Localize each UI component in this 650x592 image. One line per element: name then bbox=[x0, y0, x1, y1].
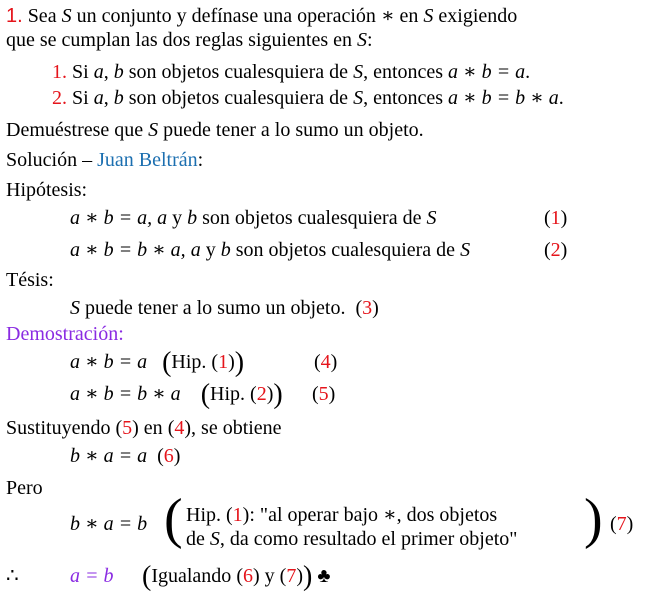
var-b: b bbox=[113, 87, 124, 109]
text: , entonces bbox=[363, 87, 444, 109]
text: . bbox=[558, 87, 564, 109]
text: son objetos cualesquiera de bbox=[202, 207, 422, 229]
text: y bbox=[172, 207, 183, 229]
step-5-ref: (5) bbox=[312, 383, 336, 405]
text: un conjunto y defínase una operación bbox=[76, 5, 376, 27]
set-symbol: S bbox=[426, 207, 437, 229]
star-symbol: ∗ bbox=[380, 5, 395, 27]
text: , entonces bbox=[363, 61, 444, 83]
ref-number: 1 bbox=[232, 504, 243, 526]
step-expr: a ∗ b = b ∗ a bbox=[70, 383, 181, 405]
rule-number: 1. bbox=[52, 61, 67, 83]
step-7-expr bbox=[70, 512, 147, 536]
solution-label: Solución – bbox=[6, 149, 98, 171]
text: Igualando bbox=[151, 565, 232, 587]
thesis-line: S puede tener a lo sumo un objeto. (3) bbox=[70, 297, 379, 319]
text: : "al operar bajo ∗, dos objetos bbox=[249, 504, 498, 526]
text: , da como resultado el primer objeto" bbox=[219, 528, 518, 550]
problem-number: 1. bbox=[6, 5, 23, 27]
ref-number: 3 bbox=[362, 297, 373, 319]
hyp-expr: a ∗ b = a, bbox=[70, 207, 153, 229]
conclusion-justification: (Igualando (6) y (7)) ♣ bbox=[142, 561, 331, 592]
text: Hip. bbox=[210, 383, 246, 405]
step-expr: a ∗ b = a bbox=[70, 351, 148, 373]
text: , bbox=[103, 61, 109, 83]
text: Si bbox=[72, 87, 89, 109]
set-symbol: S bbox=[423, 5, 434, 27]
rule-2 bbox=[52, 86, 564, 110]
justification-text bbox=[186, 503, 517, 551]
text: : bbox=[367, 29, 373, 51]
ref-number: 2 bbox=[256, 383, 267, 405]
step-expr: b ∗ a = a bbox=[70, 445, 148, 467]
text: de bbox=[186, 528, 205, 550]
hypothesis-2 bbox=[70, 238, 470, 262]
step-4-ref: (4) bbox=[314, 351, 338, 373]
var-b: b bbox=[220, 239, 231, 261]
ref-number: 6 bbox=[163, 445, 174, 467]
ref-number: 7 bbox=[286, 565, 297, 587]
var-a: a bbox=[190, 239, 201, 261]
set-symbol: S bbox=[61, 5, 72, 27]
set-symbol: S bbox=[357, 29, 368, 51]
solution-line bbox=[6, 148, 203, 172]
hypothesis-1 bbox=[70, 206, 436, 230]
step-7-ref: (7) bbox=[610, 513, 634, 535]
ref-number: 4 bbox=[320, 351, 331, 373]
text: son objetos cualesquiera de bbox=[128, 87, 349, 109]
hyp-ref-1: (1) bbox=[544, 207, 568, 229]
set-symbol: S bbox=[70, 297, 80, 319]
ref-number: 4 bbox=[174, 417, 185, 439]
ref-number: 5 bbox=[122, 417, 133, 439]
rule-number: 2. bbox=[52, 87, 67, 109]
var-a: a bbox=[93, 87, 104, 109]
hypothesis-label: Hipótesis: bbox=[6, 179, 88, 201]
author-name: Juan Beltrán bbox=[97, 149, 198, 171]
set-symbol: S bbox=[353, 61, 364, 83]
ref-number: 1 bbox=[218, 351, 229, 373]
text: y bbox=[205, 239, 216, 261]
set-symbol: S bbox=[148, 119, 159, 141]
text: son objetos cualesquiera de bbox=[235, 239, 456, 261]
text: que se cumplan las dos reglas siguientes en bbox=[6, 29, 353, 51]
demand-line bbox=[6, 118, 424, 142]
ref-number: 2 bbox=[550, 239, 561, 261]
set-symbol: S bbox=[209, 528, 220, 550]
text: Hip. bbox=[186, 504, 221, 526]
text: en bbox=[143, 417, 163, 439]
step-expr: b ∗ a = b bbox=[70, 513, 148, 535]
problem-line-2 bbox=[6, 28, 373, 52]
ref-number: 7 bbox=[616, 513, 627, 535]
thesis-label: Tésis: bbox=[6, 269, 54, 291]
text: Demuéstrese que bbox=[6, 119, 144, 141]
club-icon: ♣ bbox=[317, 565, 331, 587]
problem-line-1 bbox=[6, 4, 517, 28]
proof-step-4: a ∗ b = a (Hip. (1)) bbox=[70, 347, 245, 378]
ref-number: 5 bbox=[318, 383, 329, 405]
proof-step-5: a ∗ b = b ∗ a (Hip. (2)) bbox=[70, 379, 283, 410]
var-a: a bbox=[157, 207, 168, 229]
rule-expr: a ∗ b = a bbox=[448, 61, 526, 83]
hyp-expr: a ∗ b = b ∗ a, bbox=[70, 239, 186, 261]
rule-expr: a ∗ b = b ∗ a bbox=[448, 87, 559, 109]
proof-step-6: b ∗ a = a (6) bbox=[70, 445, 181, 467]
proof-label: Demostración: bbox=[6, 323, 124, 345]
set-symbol: S bbox=[460, 239, 471, 261]
text: , bbox=[103, 87, 109, 109]
ref-number: 1 bbox=[550, 207, 561, 229]
justification-line-2 bbox=[186, 527, 517, 551]
rule-1 bbox=[52, 60, 530, 84]
text: en bbox=[399, 5, 419, 27]
set-symbol: S bbox=[353, 87, 364, 109]
text: son objetos cualesquiera de bbox=[128, 61, 349, 83]
var-b: b bbox=[187, 207, 198, 229]
pero-label: Pero bbox=[6, 477, 43, 499]
var-b: b bbox=[113, 61, 124, 83]
hyp-ref-2: (2) bbox=[544, 239, 568, 261]
text: puede tener a lo sumo un objeto. bbox=[163, 119, 424, 141]
text: , se obtiene bbox=[191, 417, 282, 439]
text: Sustituyendo bbox=[6, 417, 111, 439]
text: exigiendo bbox=[438, 5, 518, 27]
therefore-symbol: ∴ bbox=[6, 565, 19, 587]
text: puede tener a lo sumo un objeto. bbox=[85, 297, 346, 319]
text: : bbox=[197, 149, 204, 171]
conclusion-expr: a = b bbox=[70, 565, 114, 587]
text: . bbox=[525, 61, 531, 83]
text: Si bbox=[72, 61, 89, 83]
text: Sea bbox=[27, 5, 57, 27]
text: Hip. bbox=[171, 351, 207, 373]
ref-number: 6 bbox=[242, 565, 253, 587]
justification-line-1: Hip. (1): "al operar bajo ∗, dos objetos bbox=[186, 504, 498, 526]
substitution-line: Sustituyendo (5) en (4), se obtiene bbox=[6, 417, 282, 439]
var-a: a bbox=[93, 61, 104, 83]
text: y bbox=[264, 565, 275, 587]
